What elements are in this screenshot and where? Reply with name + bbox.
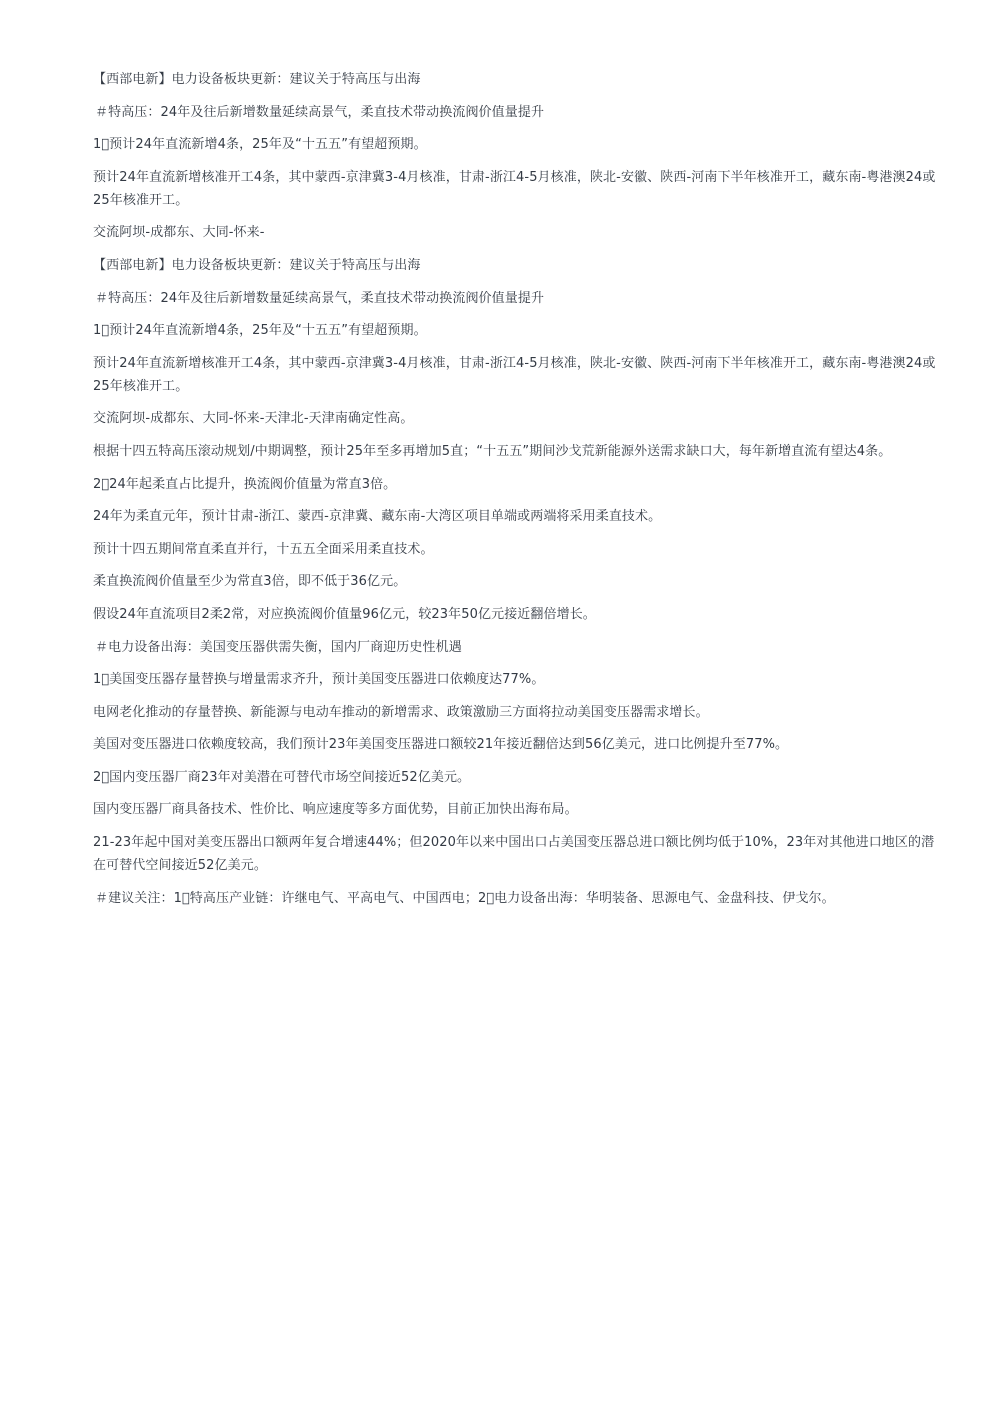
body-paragraph: 24年为柔直元年，预计甘肃-浙江、蒙西-京津冀、藏东南-大湾区项目单端或两端将采用柔直技术。 — [93, 509, 662, 525]
body-paragraph: 预计24年直流新增核准开工4条，其中蒙西-京津冀3-4月核准，甘肃-浙江4-5月核准，陕北-安徽、陕西-河南下半年核准开工，藏东南-粤港澳24或25年核准开工。 — [93, 355, 936, 394]
body-paragraph: 21-23年起中国对美变压器出口额两年复合增速44%；但2020年以来中国出口占美国变压器总进口额比例均低于10%，23年对其他进口地区的潜在可替代空间接近52亿美元。 — [93, 835, 935, 874]
body-paragraph: 柔直换流阀价值量至少为常直3倍，即不低于36亿元。 — [93, 574, 407, 590]
document-body — [93, 68, 939, 919]
section-heading-paragraph: ＃特高压：24年及往后新增数量延续高景气，柔直技术带动换流阀价值量提升 — [95, 104, 545, 120]
body-paragraph: 假设24年直流项目2柔2常，对应换流阀价值量96亿元，较23年50亿元接近翻倍增长。 — [93, 606, 596, 622]
body-paragraph: 根据十四五特高压滚动规划/中期调整，预计25年至多再增加5直；“十五五”期间沙戈荒新能源外送需求缺口大，每年新增直流有望达4条。 — [93, 443, 892, 459]
point-paragraph: 1⃣美国变压器存量替换与增量需求齐升，预计美国变压器进口依赖度达77%。 — [93, 672, 545, 688]
point-paragraph: 2⃣24年起柔直占比提升，换流阀价值量为常直3倍。 — [93, 476, 397, 492]
body-paragraph: 国内变压器厂商具备技术、性价比、响应速度等多方面优势，目前正加快出海布局。 — [93, 802, 578, 818]
heading-paragraph: 【西部电新】电力设备板块更新：建议关于特高压与出海 — [93, 257, 421, 273]
body-paragraph: 交流阿坝-成都东、大同-怀来-天津北-天津南确定性高。 — [93, 411, 414, 427]
body-paragraph: 电网老化推动的存量替换、新能源与电动车推动的新增需求、政策激励三方面将拉动美国变压器需求增长。 — [93, 704, 709, 720]
point-paragraph: 2⃣国内变压器厂商23年对美潜在可替代市场空间接近52亿美元。 — [93, 769, 471, 785]
point-paragraph: 1⃣预计24年直流新增4条，25年及“十五五”有望超预期。 — [93, 137, 427, 153]
recommendation-paragraph: ＃建议关注：1⃣特高压产业链：许继电气、平高电气、中国西电；2⃣电力设备出海：华明装备、思源电气、金盘科技、伊戈尔。 — [95, 890, 835, 906]
point-paragraph: 1⃣预计24年直流新增4条，25年及“十五五”有望超预期。 — [93, 323, 427, 339]
body-paragraph: 预计十四五期间常直柔直并行，十五五全面采用柔直技术。 — [93, 541, 434, 557]
body-paragraph: 交流阿坝-成都东、大同-怀来- — [93, 225, 265, 241]
section-heading-paragraph: ＃特高压：24年及往后新增数量延续高景气，柔直技术带动换流阀价值量提升 — [95, 290, 545, 306]
heading-paragraph: 【西部电新】电力设备板块更新：建议关于特高压与出海 — [93, 72, 421, 87]
body-paragraph: 预计24年直流新增核准开工4条，其中蒙西-京津冀3-4月核准，甘肃-浙江4-5月核准，陕北-安徽、陕西-河南下半年核准开工，藏东南-粤港澳24或25年核准开工。 — [93, 169, 936, 208]
body-paragraph: 美国对变压器进口依赖度较高，我们预计23年美国变压器进口额较21年接近翻倍达到56亿美元，进口比例提升至77%。 — [93, 737, 789, 753]
section-heading-paragraph: ＃电力设备出海：美国变压器供需失衡，国内厂商迎历史性机遇 — [95, 639, 462, 655]
